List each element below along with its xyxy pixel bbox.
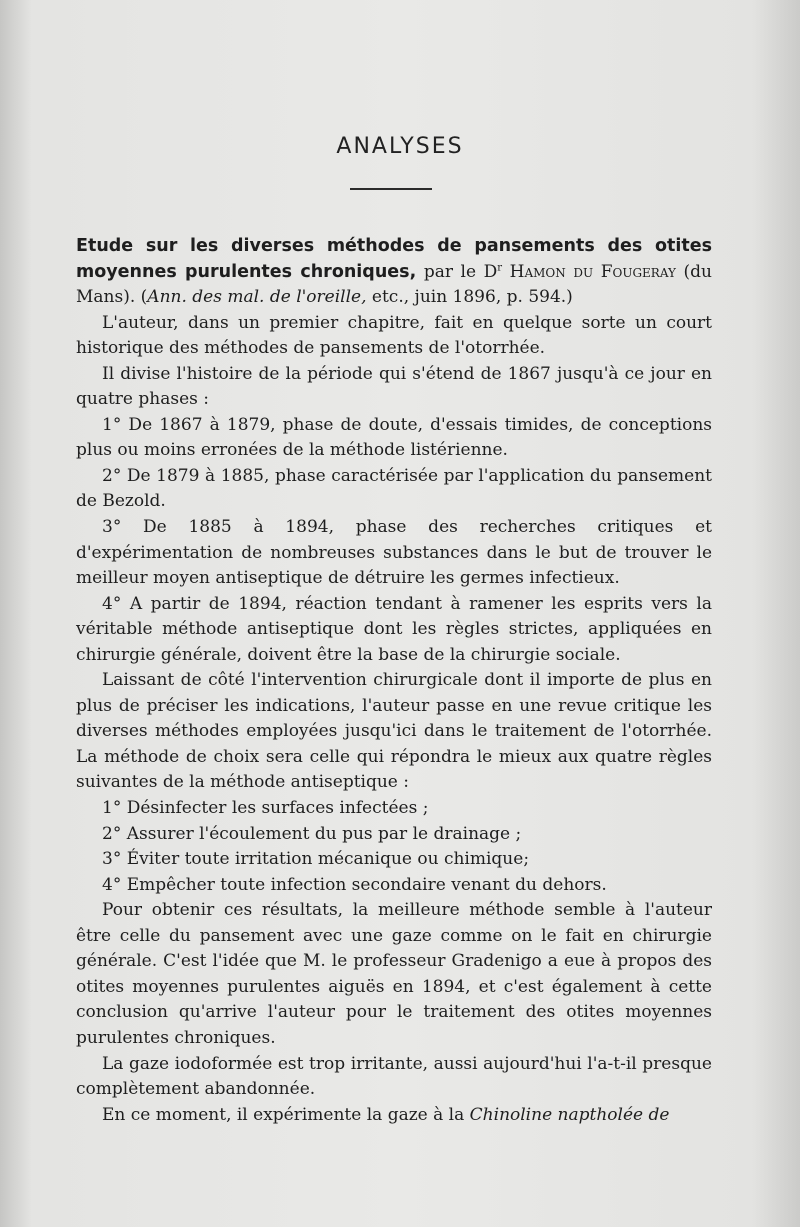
list-item: 4° A partir de 1894, réaction tendant à ramener les esprits vers la véritable méthode antiseptique dont les règles strictes, appliquées en chirurgie générale, doivent être la base de la chirurgie sociale. [76,593,712,665]
journal-name: Ann. des mal. de l'oreille, [147,287,367,308]
rule-item: 1° Désinfecter les surfaces infectées ; [102,798,429,819]
list-item: 2° De 1879 à 1885, phase caractérisée par l'application du pansement de Bezold. [76,465,712,512]
article-body [76,234,712,1128]
title-by: par le D [416,261,498,282]
paragraph: Pour obtenir ces résultats, la meilleure méthode semble à l'auteur être celle du pansement avec une gaze comme on le fait en chirurgie générale. C'est l'idée que M. le professeur Gradenigo a eue à propos des otites moyennes purulentes aiguës en 1894, et c'est également à cette conclusion qu'arrive l'auteur pour le traitement des otites moyennes purulentes chroniques. [76,900,712,1048]
paragraph: L'auteur, dans un premier chapitre, fait en quelque sorte un court historique des méthodes de pansements de l'otorrhée. [76,312,712,359]
author-place: (du Mans). ( [76,261,712,308]
rule-item: 2° Assurer l'écoulement du pus par le drainage ; [102,823,522,844]
paragraph: Laissant de côté l'intervention chirurgicale dont il importe de plus en plus de préciser les indications, l'auteur passe en une revue critique les diverses méthodes employées jusqu'ici dans le traitement de l'otorrhée. La méthode de choix sera celle qui répondra le mieux aux quatre règles suivantes de la méthode antiseptique : [76,670,712,793]
paragraph: Il divise l'histoire de la période qui s'étend de 1867 jusqu'à ce jour en quatre phases : [76,363,712,410]
title-bold-text: Etude sur les diverses méthodes de pansements des otites moyennes purulentes chroniques, [76,236,712,282]
list-item: 3° De 1885 à 1894, phase des recherches critiques et d'expérimentation de nombreuses substances dans le but de trouver le meilleur moyen antiseptique de détruire les germes infectieux. [76,517,712,589]
rule-item: 3° Éviter toute irritation mécanique ou chimique; [102,849,530,870]
article-title [76,234,712,311]
heading-rule [350,188,432,190]
section-heading: ANALYSES [336,134,464,159]
author-name: Hamon du Fougeray [502,261,676,282]
list-item: 1° De 1867 à 1879, phase de doute, d'essais timides, de conceptions plus ou moins erronées de la méthode listérienne. [76,414,712,461]
title-dr-superscript: r [497,261,503,273]
rule-item: 4° Empêcher toute infection secondaire venant du dehors. [102,874,607,895]
paragraph: La gaze iodoformée est trop irritante, aussi aujourd'hui l'a-t-il presque complètement abandonnée. [76,1053,712,1100]
last-line-italic: Chinoline naptholée de [469,1104,670,1125]
citation: etc., juin 1896, p. 594.) [366,287,573,308]
paragraph-last [76,1103,712,1129]
last-line-text: En ce moment, il expérimente la gaze à la [102,1104,470,1125]
